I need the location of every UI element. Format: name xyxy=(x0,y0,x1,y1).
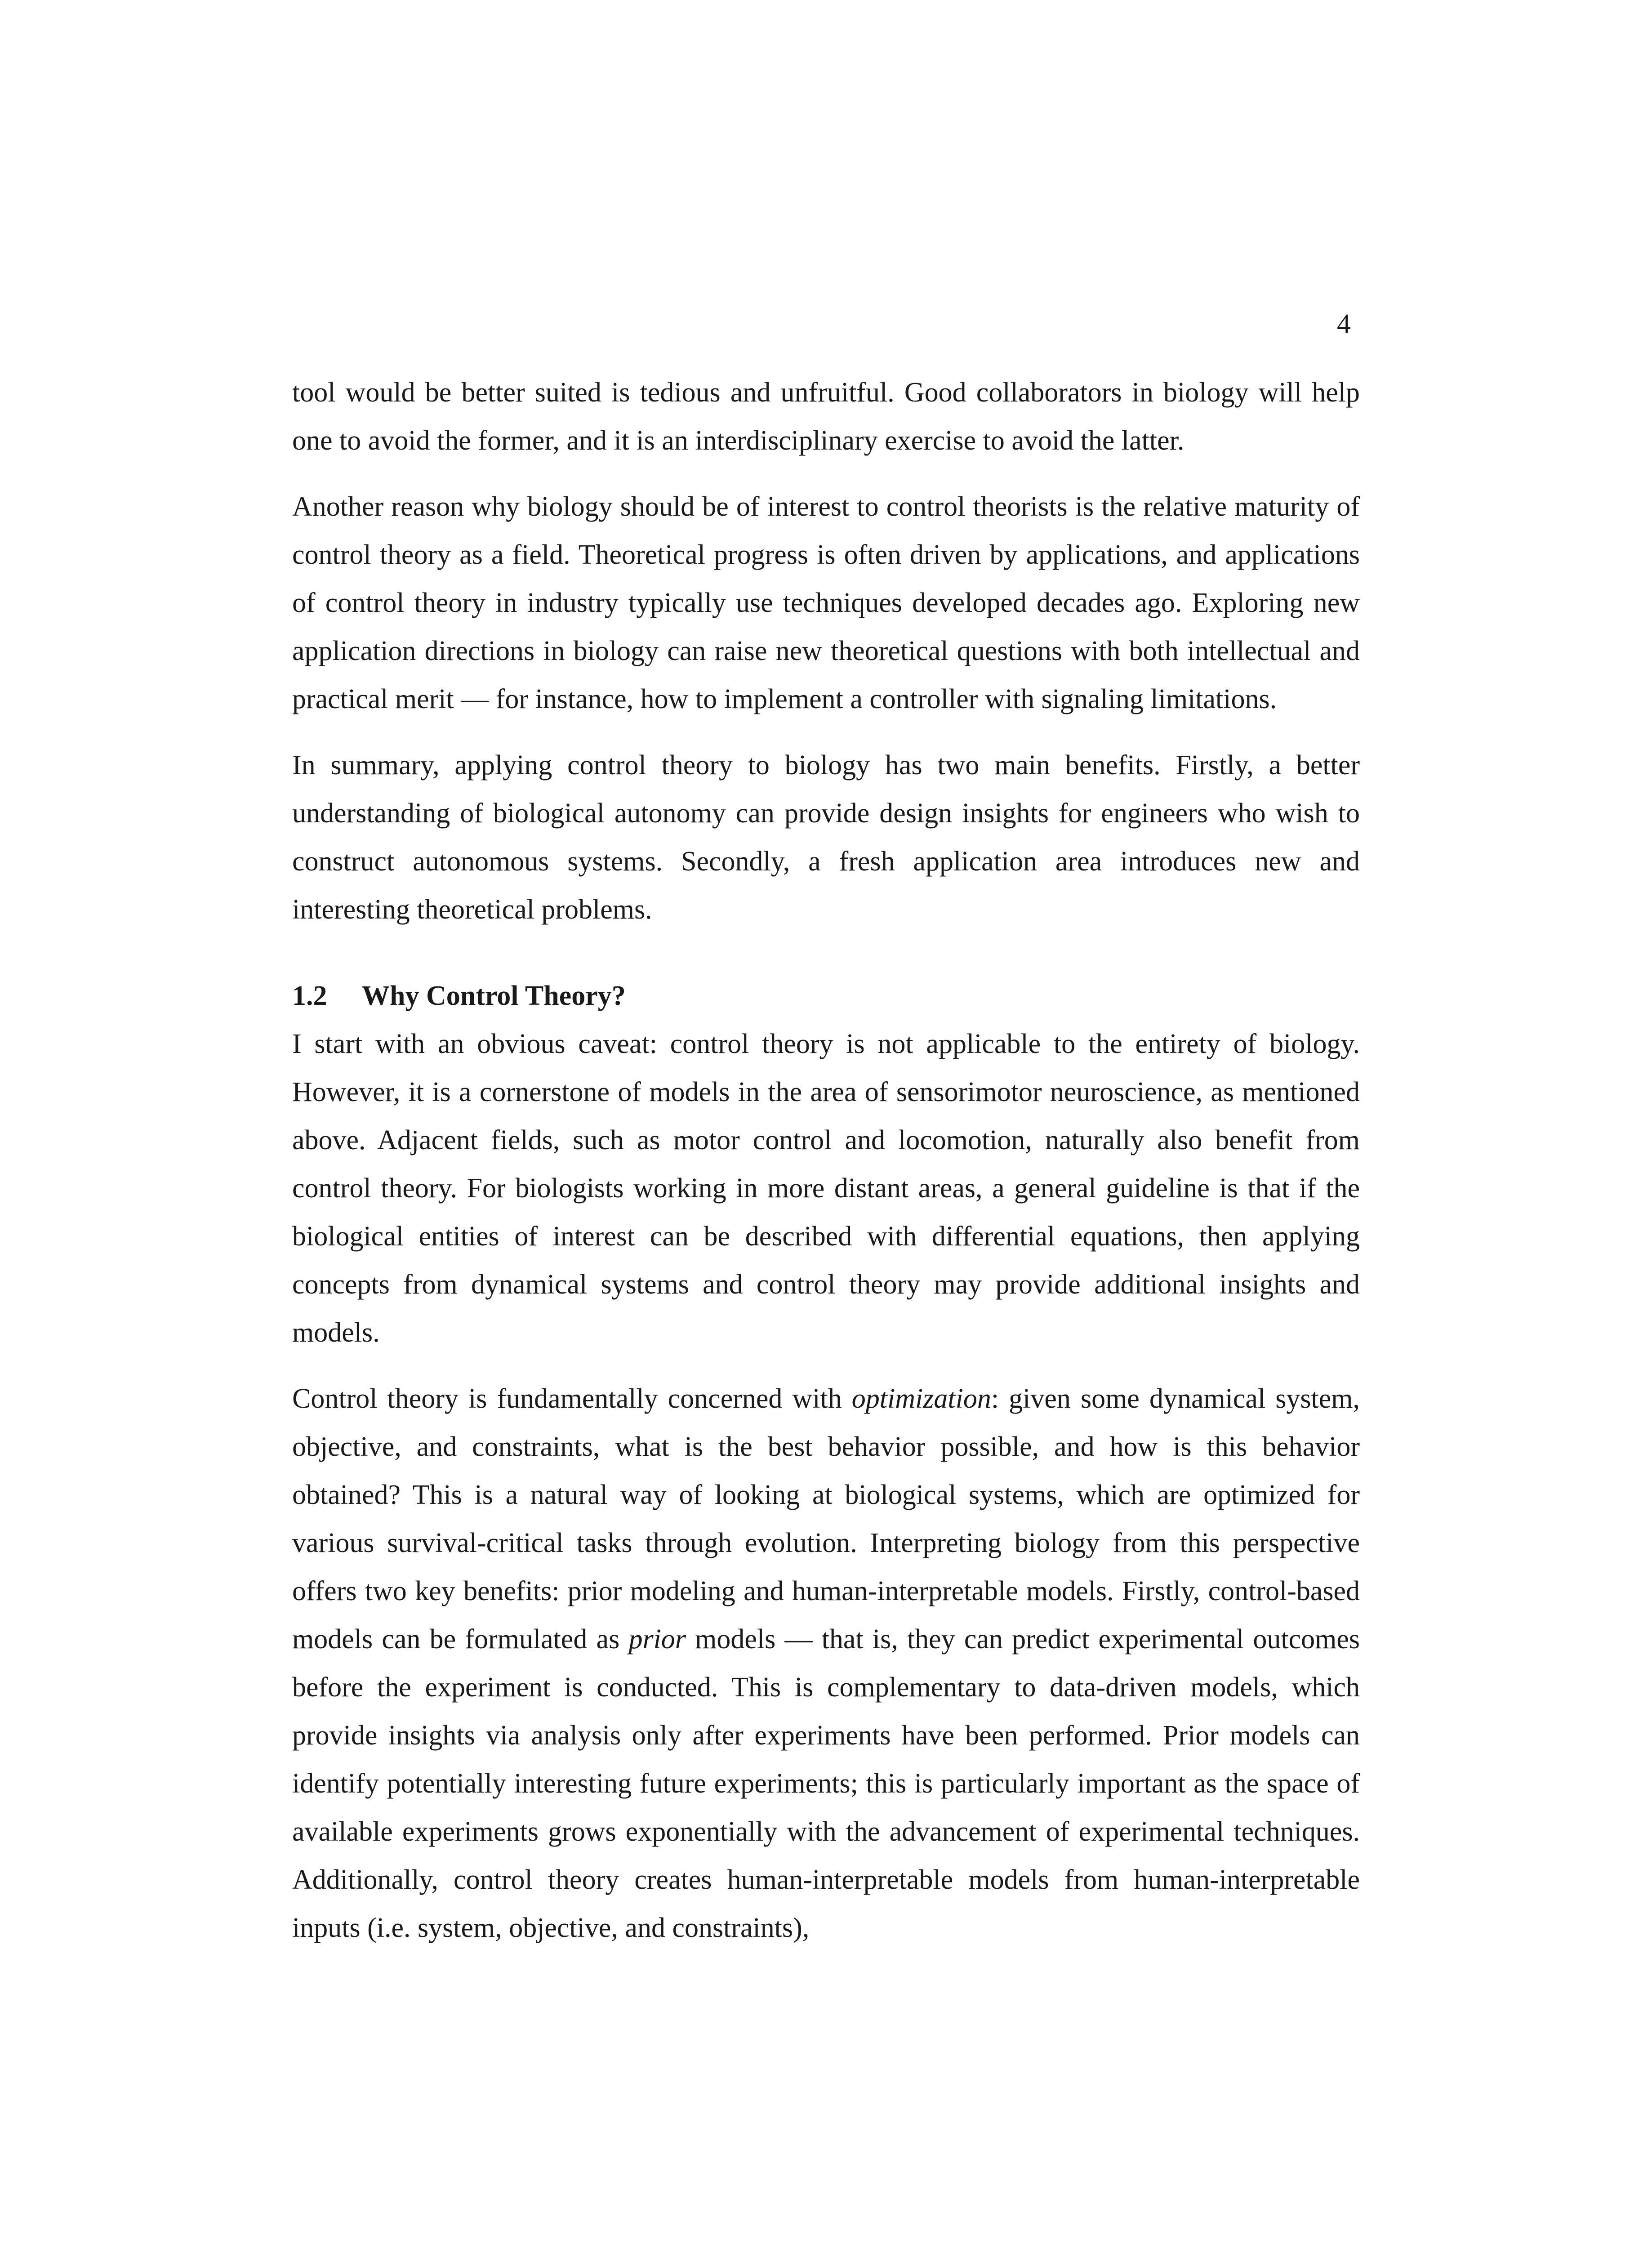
optimization-emphasis: optimization xyxy=(851,1383,991,1414)
section-heading xyxy=(292,972,1360,1020)
paragraph-collaborators: tool would be better suited is tedious and unfruitful. Good collaborators in biology will help one to avoid the former, and it is an interdisciplinary exercise to avoid the latter. xyxy=(292,377,1360,456)
paragraph-caveat: I start with an obvious caveat: control theory is not applicable to the entirety of biology. However, it is a cornerstone of models in the area of sensorimotor neuroscience, as mentioned above. Adjacent fields, such as motor control and locomotion, naturally also benefit from control theory. For biologists working in more distant areas, a general guideline is that if the biological entities of interest can be described with differential equations, then applying concepts from dynamical systems and control theory may provide additional insights and models. xyxy=(292,1029,1360,1348)
page-number: 4 xyxy=(1337,309,1351,339)
prior-emphasis: prior xyxy=(628,1624,686,1655)
paragraph-optimization xyxy=(292,1375,1360,1952)
section-number: 1.2 xyxy=(292,981,327,1011)
optimization-text-2: : given some dynamical system, objective, and constraints, what is the best behavior possible, and how is this behavior obtained? This is a natural way of looking at biological systems, which are optimized for various survival-critical tasks through evolution. Interpreting biology from this perspective offers two key benefits: prior modeling and human-interpretable models. Firstly, control-based models can be formulated as xyxy=(292,1383,1360,1655)
optimization-text-3: models — that is, they can predict experimental outcomes before the experiment is conducted. This is complementary to data-driven models, which provide insights via analysis only after experiments have been performed. Prior models can identify potentially interesting future experiments; this is particularly important as the space of available experiments grows exponentially with the advancement of experimental techniques. Additionally, control theory creates human-interpretable models from human-interpretable inputs (i.e. system, objective, and constraints), xyxy=(292,1624,1360,1943)
page-body xyxy=(292,369,1360,1970)
paragraph-summary: In summary, applying control theory to biology has two main benefits. Firstly, a better understanding of biological autonomy can provide design insights for engineers who wish to construct autonomous systems. Secondly, a fresh application area introduces new and interesting theoretical problems. xyxy=(292,750,1360,925)
section-title: Why Control Theory? xyxy=(362,981,626,1011)
optimization-text-1: Control theory is fundamentally concerned with xyxy=(292,1383,852,1414)
paragraph-maturity: Another reason why biology should be of interest to control theorists is the relative maturity of control theory as a field. Theoretical progress is often driven by applications, and applications of control theory in industry typically use techniques developed decades ago. Exploring new application directions in biology can raise new theoretical questions with both intellectual and practical merit — for instance, how to implement a controller with signaling limitations. xyxy=(292,491,1360,714)
